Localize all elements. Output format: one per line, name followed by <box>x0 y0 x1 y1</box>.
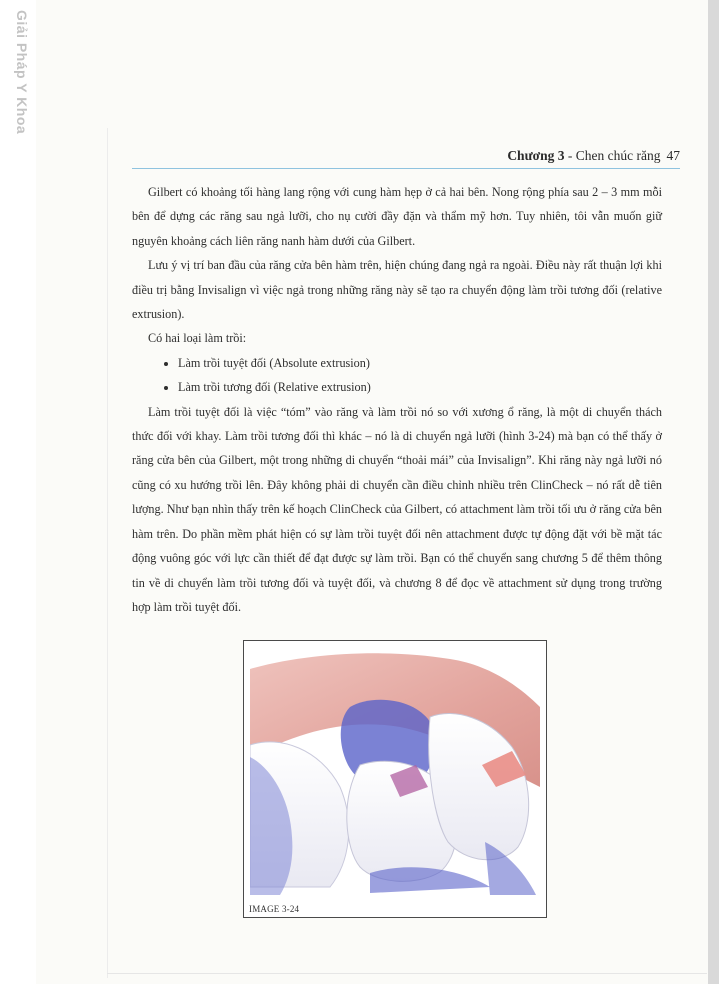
body-text <box>132 180 662 619</box>
paragraph-4: Làm trồi tuyệt đối là việc “tóm” vào răng và làm trồi nó so với xương ổ răng, là một di chuyển thách thức đối với khay. Làm trồi tương đối thì khác – nó là di chuyển ngả lưỡi (hình 3-24) mà bạn có thể thấy ở răng cửa bên của Gilbert, một trong những di chuyển “thoải mái” của Invisalign”. Khi răng này ngả lưỡi nó cũng có xu hướng trồi lên. Đây không phải di chuyển cần điều chỉnh nhiều trên ClinCheck – nó rất dễ tiên lượng. Như bạn nhìn thấy trên kế hoạch ClinCheck của Gilbert, có attachment làm trồi tối ưu ở răng cửa bên hàm trên. Do phần mềm phát hiện có sự làm trồi tuyệt đối nên attachment được tự động đặt với bề mặt tác động vuông góc với lực cần thiết để đạt được sự làm trồi. Bạn có thể chuyển sang chương 5 để thêm thông tin về di chuyển làm trồi tương đối và tuyệt đối, và chương 8 để đọc về attachment sử dụng trong trường hợp làm trồi tuyệt đối. <box>132 404 662 614</box>
list-item: • Làm trồi tuyệt đối (Absolute extrusion) <box>178 351 662 375</box>
page-edge-line <box>107 128 108 978</box>
paragraph-1: Gilbert có khoảng tối hàng lang rộng với cung hàm hẹp ở cả hai bên. Nong rộng phía sau 2 – 3 mm mỗi bên để dựng các răng sau ngả lưỡi, cho nụ cười đầy đặn và thẩm mỹ hơn. Tuy nhiên, tôi vẫn muốn giữ nguyên khoảng cách liên răng nanh hàm dưới của Gilbert. <box>132 185 662 248</box>
page-bottom-line <box>107 973 707 974</box>
page-number: 47 <box>666 148 680 163</box>
margin-strip <box>0 0 36 984</box>
watermark-text: Giải Pháp Y Khoa <box>14 10 30 135</box>
paragraph-2: Lưu ý vị trí ban đầu của răng cửa bên hàm trên, hiện chúng đang ngả ra ngoài. Điều này rất thuận lợi khi điều trị bằng Invisalign vì việc ngả trong những răng này sẽ tạo ra chuyển động làm trồi tương đối (relative extrusion). <box>132 258 662 322</box>
list-item: • Làm trồi tương đối (Relative extrusion) <box>178 375 662 399</box>
running-header <box>132 148 680 164</box>
chapter-label: Chương 3 <box>507 148 565 163</box>
figure-caption: IMAGE 3-24 <box>249 904 300 914</box>
bullet-list <box>132 351 662 400</box>
header-divider <box>132 168 680 169</box>
figure-image-3-24 <box>243 640 547 918</box>
chapter-title: - Chen chúc răng <box>564 148 661 163</box>
paragraph-3: Có hai loại làm trồi: <box>148 331 247 346</box>
dental-model-illustration <box>250 647 540 897</box>
